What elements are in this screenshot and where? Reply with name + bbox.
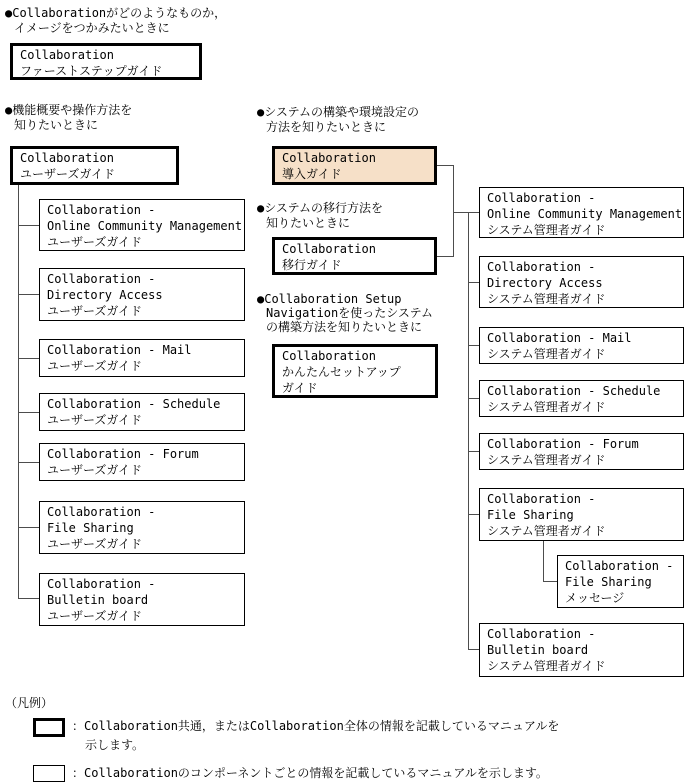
connector-line — [18, 598, 39, 599]
connector-line — [437, 256, 453, 257]
manual-box-file-sharing-messages: Collaboration - File Sharing メッセージ — [557, 555, 684, 608]
manual-box-install-guide: Collaboration 導入ガイド — [272, 146, 437, 185]
manual-box-mail-admin-guide: Collaboration - Mail システム管理者ガイド — [479, 327, 684, 364]
connector-line — [18, 527, 39, 528]
manual-box-forum-users-guide: Collaboration - Forum ユーザーズガイド — [39, 443, 245, 481]
connector-line — [468, 345, 479, 346]
connector-line — [543, 581, 557, 582]
note-migration-line2: 知りたいときに — [266, 216, 351, 230]
manual-box-first-step-guide: Collaboration ファーストステップガイド — [10, 43, 202, 80]
connector-line — [468, 398, 479, 399]
note-install-line2: 方法を知りたいときに — [266, 120, 387, 134]
connector-line — [468, 649, 479, 650]
note-first-step-line2: イメージをつかみたいときに — [14, 21, 170, 35]
connector-line — [468, 212, 469, 650]
legend-title: （凡例） — [5, 696, 54, 710]
note-first-step-line1: ●Collaborationがどのようなものか， — [5, 6, 227, 20]
connector-line — [468, 514, 479, 515]
note-install-line1: ●システムの構築や環境設定の — [257, 105, 420, 119]
connector-line — [18, 294, 39, 295]
connector-line — [453, 212, 479, 213]
manual-box-file-sharing-admin-guide: Collaboration - File Sharing システム管理者ガイド — [479, 488, 684, 541]
note-migration-line1: ●システムの移行方法を — [257, 201, 384, 215]
manual-box-ocm-users-guide: Collaboration - Online Community Management ユーザーズガイド — [39, 199, 245, 251]
manual-box-bulletin-board-admin-guide: Collaboration - Bulletin board システム管理者ガイド — [479, 623, 684, 677]
connector-line — [18, 225, 39, 226]
connector-line — [18, 185, 19, 599]
note-user-guides-line2: 知りたいときに — [14, 118, 99, 132]
manual-box-forum-admin-guide: Collaboration - Forum システム管理者ガイド — [479, 433, 684, 470]
note-easy-setup-line2: Navigationを使ったシステム — [266, 306, 434, 320]
legend-common-text-line1: ：Collaboration共通，またはCollaboration全体の情報を記載しているマニュアルを — [72, 719, 560, 733]
connector-line — [468, 451, 479, 452]
note-user-guides-line1: ●機能概要や操作方法を — [5, 103, 133, 117]
connector-line — [18, 358, 39, 359]
connector-line — [453, 165, 454, 257]
connector-line — [18, 412, 39, 413]
manual-box-easy-setup-guide: Collaboration かんたんセットアップ ガイド — [272, 344, 438, 398]
legend-component-sample-box — [33, 765, 65, 782]
connector-line — [543, 541, 544, 581]
manual-box-migration-guide: Collaboration 移行ガイド — [272, 237, 437, 275]
connector-line — [437, 165, 453, 166]
manual-box-bulletin-board-users-guide: Collaboration - Bulletin board ユーザーズガイド — [39, 573, 245, 626]
note-easy-setup-line1: ●Collaboration Setup — [257, 292, 402, 306]
manual-box-file-sharing-users-guide: Collaboration - File Sharing ユーザーズガイド — [39, 501, 245, 554]
manual-box-directory-access-users-guide: Collaboration - Directory Access ユーザーズガイド — [39, 268, 245, 321]
connector-line — [18, 462, 39, 463]
manual-box-users-guide: Collaboration ユーザーズガイド — [10, 146, 179, 185]
legend-component-text-line1: ：Collaborationのコンポーネントごとの情報を記載しているマニュアルを示します。 — [72, 766, 548, 780]
note-easy-setup-line3: の構築方法を知りたいときに — [266, 320, 423, 334]
connector-line — [468, 282, 479, 283]
manual-box-directory-access-admin-guide: Collaboration - Directory Access システム管理者ガイド — [479, 256, 684, 308]
manual-box-schedule-admin-guide: Collaboration - Schedule システム管理者ガイド — [479, 380, 684, 417]
legend-common-sample-box — [33, 718, 65, 737]
manual-box-ocm-admin-guide: Collaboration - Online Community Management システム管理者ガイド — [479, 187, 684, 238]
manual-box-schedule-users-guide: Collaboration - Schedule ユーザーズガイド — [39, 393, 245, 431]
legend-common-text-line2: 示します。 — [85, 738, 145, 752]
manual-box-mail-users-guide: Collaboration - Mail ユーザーズガイド — [39, 339, 245, 377]
